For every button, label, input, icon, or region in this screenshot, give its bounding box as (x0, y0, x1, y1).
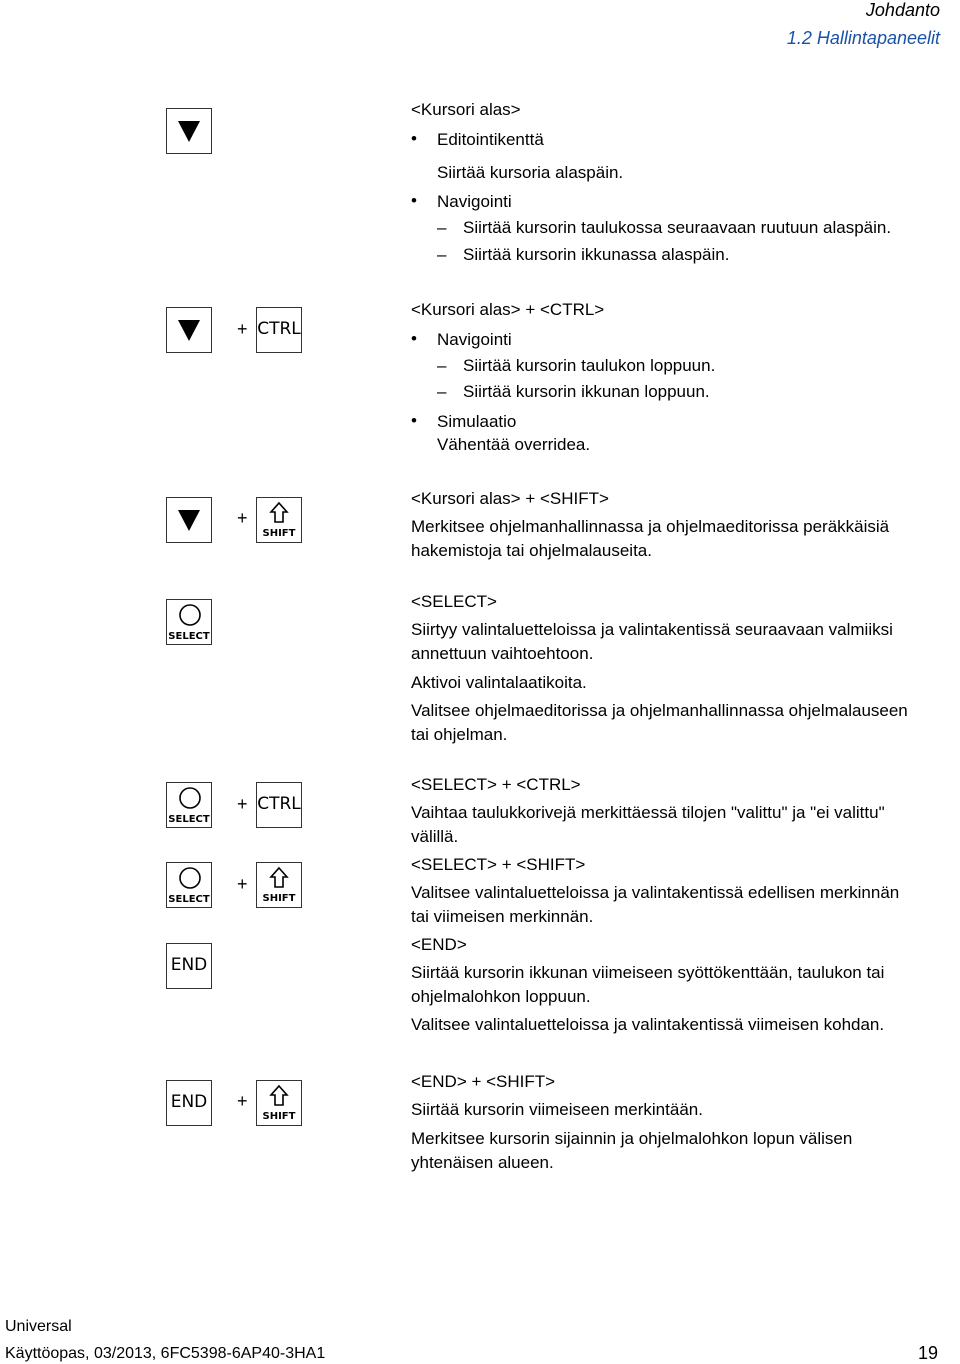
text-line: Siirtyy valintaluetteloissa ja valintakentissä seuraavaan valmiiksi (411, 620, 893, 639)
text-line: Siirtää kursorin viimeiseen merkintään. (411, 1100, 703, 1119)
chapter-title: Johdanto (865, 0, 940, 20)
shift-arrow-icon (269, 866, 289, 890)
cursor-down-key (166, 307, 212, 353)
text-line: Navigointi (437, 330, 512, 349)
bullet-icon: • (411, 191, 417, 210)
ctrl-key-label: CTRL (257, 319, 301, 339)
select-key (166, 782, 212, 828)
heading-end-shift: <END> + <SHIFT> (411, 1072, 556, 1091)
text-line: Navigointi (437, 192, 512, 211)
select-key (166, 599, 212, 645)
text-line: Valitsee valintaluetteloissa ja valintakentissä viimeisen kohdan. (411, 1015, 885, 1034)
shift-key (256, 1080, 302, 1126)
text-line: Siirtää kursoria alaspäin. (437, 163, 624, 182)
heading-cursor-down-ctrl: <Kursori alas> + <CTRL> (411, 300, 605, 319)
heading-select: <SELECT> (411, 592, 497, 611)
text-line: yhtenäisen alueen. (411, 1153, 554, 1172)
text-line: Siirtää kursorin ikkunan viimeiseen syöttökenttään, taulukon tai (411, 963, 885, 982)
ctrl-key (256, 307, 302, 353)
heading-select-ctrl: <SELECT> + <CTRL> (411, 775, 581, 794)
heading-cursor-down-shift: <Kursori alas> + <SHIFT> (411, 489, 609, 508)
page-number: 19 (917, 1343, 938, 1363)
text-line: Valitsee valintaluetteloissa ja valintakentissä edellisen merkinnän (411, 883, 900, 902)
bullet-icon: • (411, 411, 417, 430)
text-line: Vaihtaa taulukkorivejä merkittäessä tilojen "valittu" ja "ei valittu" (411, 803, 885, 822)
text-line: tai ohjelman. (411, 725, 508, 744)
shift-key-label: SHIFT (262, 528, 296, 539)
shift-key-label: SHIFT (262, 893, 296, 904)
bullet-icon: • (411, 129, 417, 148)
text-line: välillä. (411, 827, 459, 846)
heading-select-shift: <SELECT> + <SHIFT> (411, 855, 586, 874)
end-key (166, 943, 212, 989)
text-line: Vähentää overridea. (437, 435, 591, 454)
end-key (166, 1080, 212, 1126)
circle-icon (178, 603, 202, 627)
text-line: Siirtää kursorin ikkunan loppuun. (463, 382, 710, 401)
plus-sign: + (237, 874, 248, 894)
text-line: annettuun vaihtoehtoon. (411, 644, 594, 663)
footer-product: Universal (5, 1318, 72, 1335)
end-key-label: END (170, 955, 208, 975)
plus-sign: + (237, 508, 248, 528)
shift-key-label: SHIFT (262, 1111, 296, 1122)
triangle-down-icon (167, 308, 211, 352)
dash-icon: – (437, 218, 447, 237)
shift-key (256, 862, 302, 908)
shift-arrow-icon (269, 1084, 289, 1108)
select-key-label: SELECT (168, 894, 210, 905)
heading-cursor-down: <Kursori alas> (411, 100, 521, 119)
plus-sign: + (237, 794, 248, 814)
text-line: hakemistoja tai ohjelmalauseita. (411, 541, 652, 560)
dash-icon: – (437, 382, 447, 401)
footer-document-id: Käyttöopas, 03/2013, 6FC5398-6AP40-3HA1 (5, 1345, 326, 1362)
triangle-down-icon (167, 498, 211, 542)
text-line: Siirtää kursorin taulukon loppuun. (463, 356, 716, 375)
dash-icon: – (437, 356, 447, 375)
text-line: Siirtää kursorin ikkunassa alaspäin. (463, 245, 730, 264)
shift-arrow-icon (269, 501, 289, 525)
bullet-icon: • (411, 329, 417, 348)
select-key-label: SELECT (168, 814, 210, 825)
text-line: Editointikenttä (437, 130, 544, 149)
text-line: Merkitsee kursorin sijainnin ja ohjelmalohkon lopun välisen (411, 1129, 853, 1148)
shift-key (256, 497, 302, 543)
heading-end: <END> (411, 935, 467, 954)
text-line: ohjelmalohkon loppuun. (411, 987, 591, 1006)
plus-sign: + (237, 1091, 248, 1111)
circle-icon (178, 866, 202, 890)
select-key (166, 862, 212, 908)
text-line: Siirtää kursorin taulukossa seuraavaan ruutuun alaspäin. (463, 218, 892, 237)
end-key-label: END (170, 1092, 208, 1112)
triangle-down-icon (167, 109, 211, 153)
ctrl-key-label: CTRL (257, 794, 301, 814)
dash-icon: – (437, 245, 447, 264)
text-line: Simulaatio (437, 412, 517, 431)
text-line: Valitsee ohjelmaeditorissa ja ohjelmanhallinnassa ohjelmalauseen (411, 701, 908, 720)
section-title: 1.2 Hallintapaneelit (786, 28, 940, 48)
select-key-label: SELECT (168, 631, 210, 642)
plus-sign: + (237, 319, 248, 339)
cursor-down-key (166, 497, 212, 543)
ctrl-key (256, 782, 302, 828)
circle-icon (178, 786, 202, 810)
cursor-down-key (166, 108, 212, 154)
text-line: Aktivoi valintalaatikoita. (411, 673, 587, 692)
text-line: Merkitsee ohjelmanhallinnassa ja ohjelmaeditorissa peräkkäisiä (411, 517, 890, 536)
text-line: tai viimeisen merkinnän. (411, 907, 594, 926)
